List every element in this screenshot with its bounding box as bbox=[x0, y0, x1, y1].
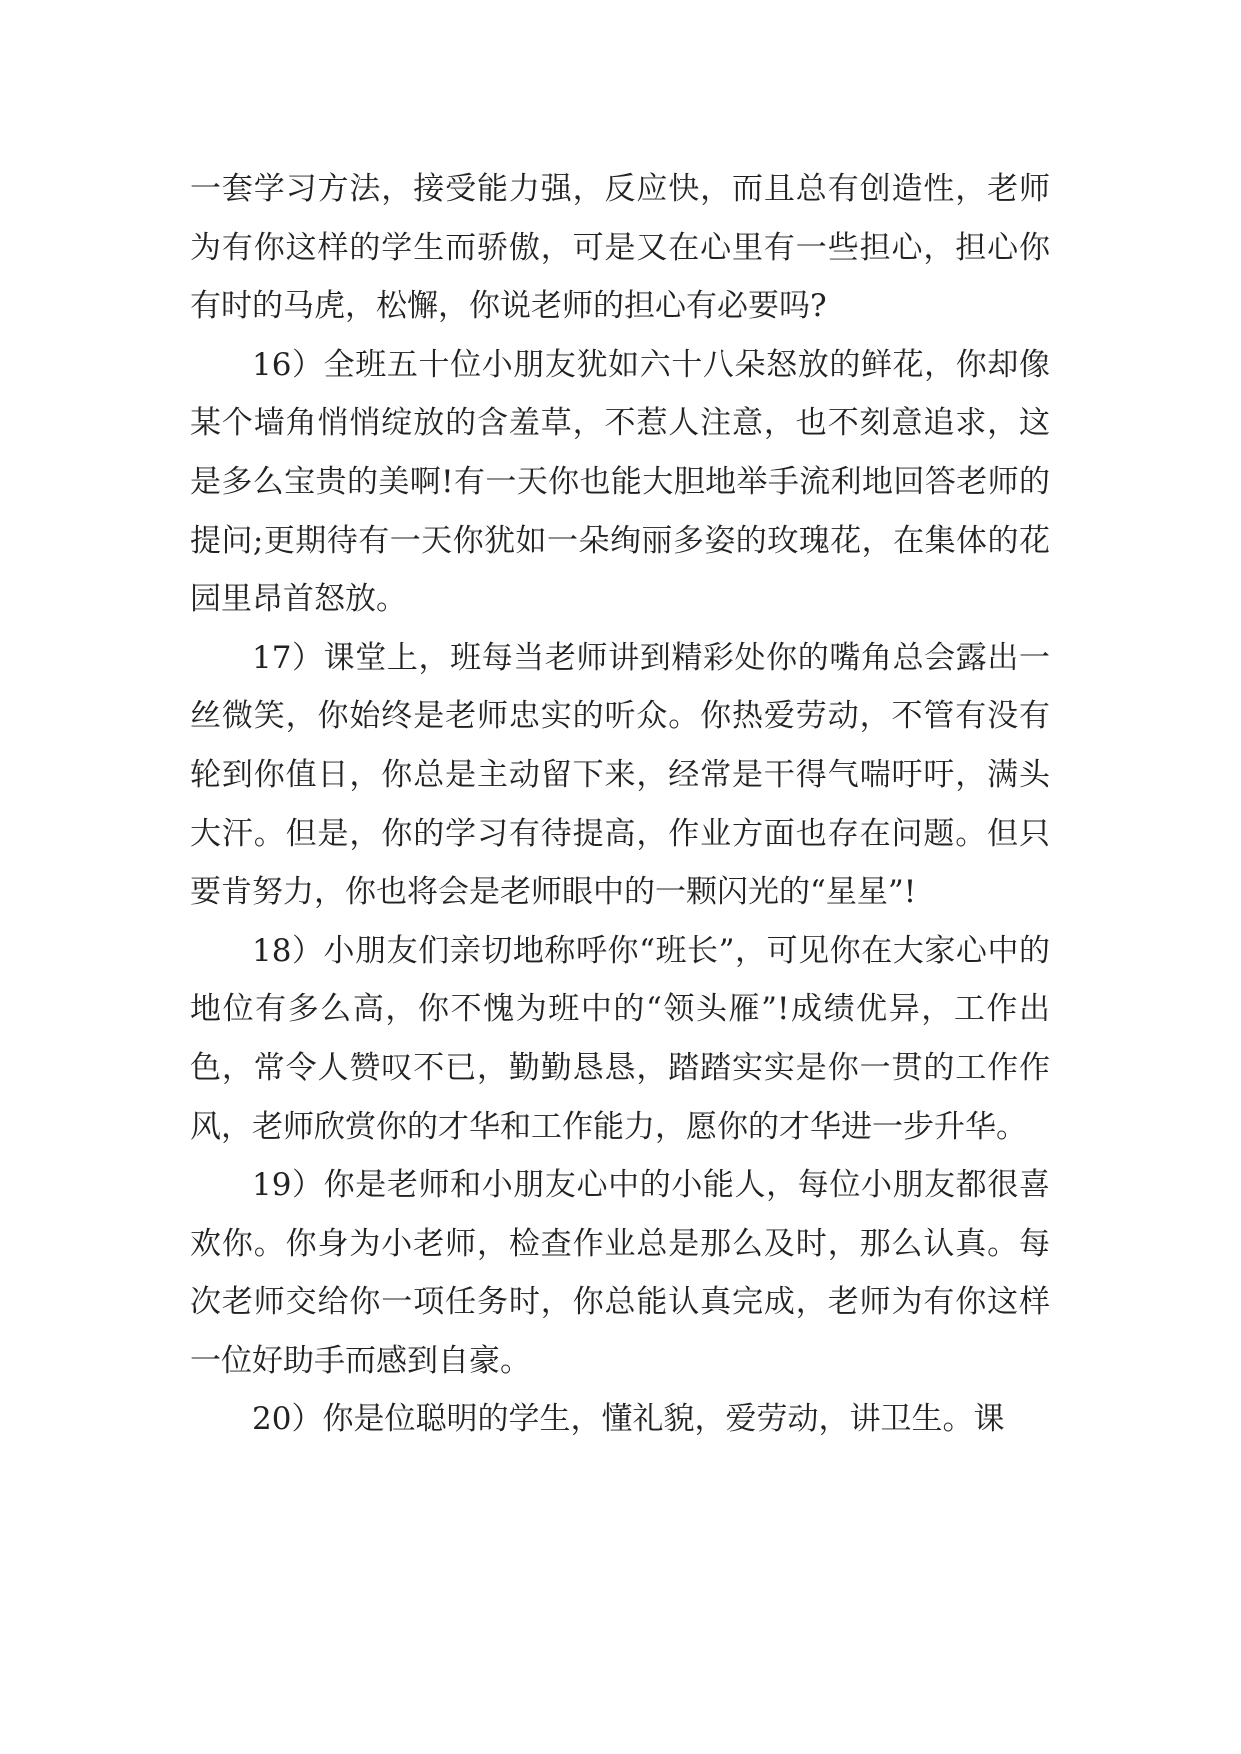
paragraph-17: 17）课堂上，班每当老师讲到精彩处你的嘴角总会露出一丝微笑，你始终是老师忠实的听众。你热爱劳动，不管有没有轮到你值日，你总是主动留下来，经常是干得气喘吁吁，满头大汗。但是，你的学习有待提高，作业方面也存在问题。但只要肯努力，你也将会是老师眼中的一颗闪光的“星星”! bbox=[190, 639, 1050, 911]
paragraph-20: 20）你是位聪明的学生，懂礼貌，爱劳动，讲卫生。课 bbox=[252, 1401, 1005, 1438]
document-page bbox=[190, 160, 1050, 1449]
paragraph-18: 18）小朋友们亲切地称呼你“班长”，可见你在大家心中的地位有多么高，你不愧为班中的“领头雁”!成绩优异，工作出色，常令人赞叹不已，勤勤恳恳，踏踏实实是你一贯的工作作风，老师欣赏你的才华和工作能力，愿你的才华进一步升华。 bbox=[190, 932, 1050, 1145]
paragraph-16: 16）全班五十位小朋友犹如六十八朵怒放的鲜花，你却像某个墙角悄悄绽放的含羞草，不惹人注意，也不刻意追求，这是多么宝贵的美啊!有一天你也能大胆地举手流利地回答老师的提问;更期待有一天你犹如一朵绚丽多姿的玫瑰花，在集体的花园里昂首怒放。 bbox=[190, 346, 1050, 618]
paragraph-19: 19）你是老师和小朋友心中的小能人，每位小朋友都很喜欢你。你身为小老师，检查作业总是那么及时，那么认真。每次老师交给你一项任务时，你总能认真完成，老师为有你这样一位好助手而感到自豪。 bbox=[190, 1167, 1050, 1379]
paragraph-continued: 一套学习方法，接受能力强，反应快，而且总有创造性，老师为有你这样的学生而骄傲，可是又在心里有一些担心，担心你有时的马虎，松懈，你说老师的担心有必要吗? bbox=[190, 171, 1050, 325]
